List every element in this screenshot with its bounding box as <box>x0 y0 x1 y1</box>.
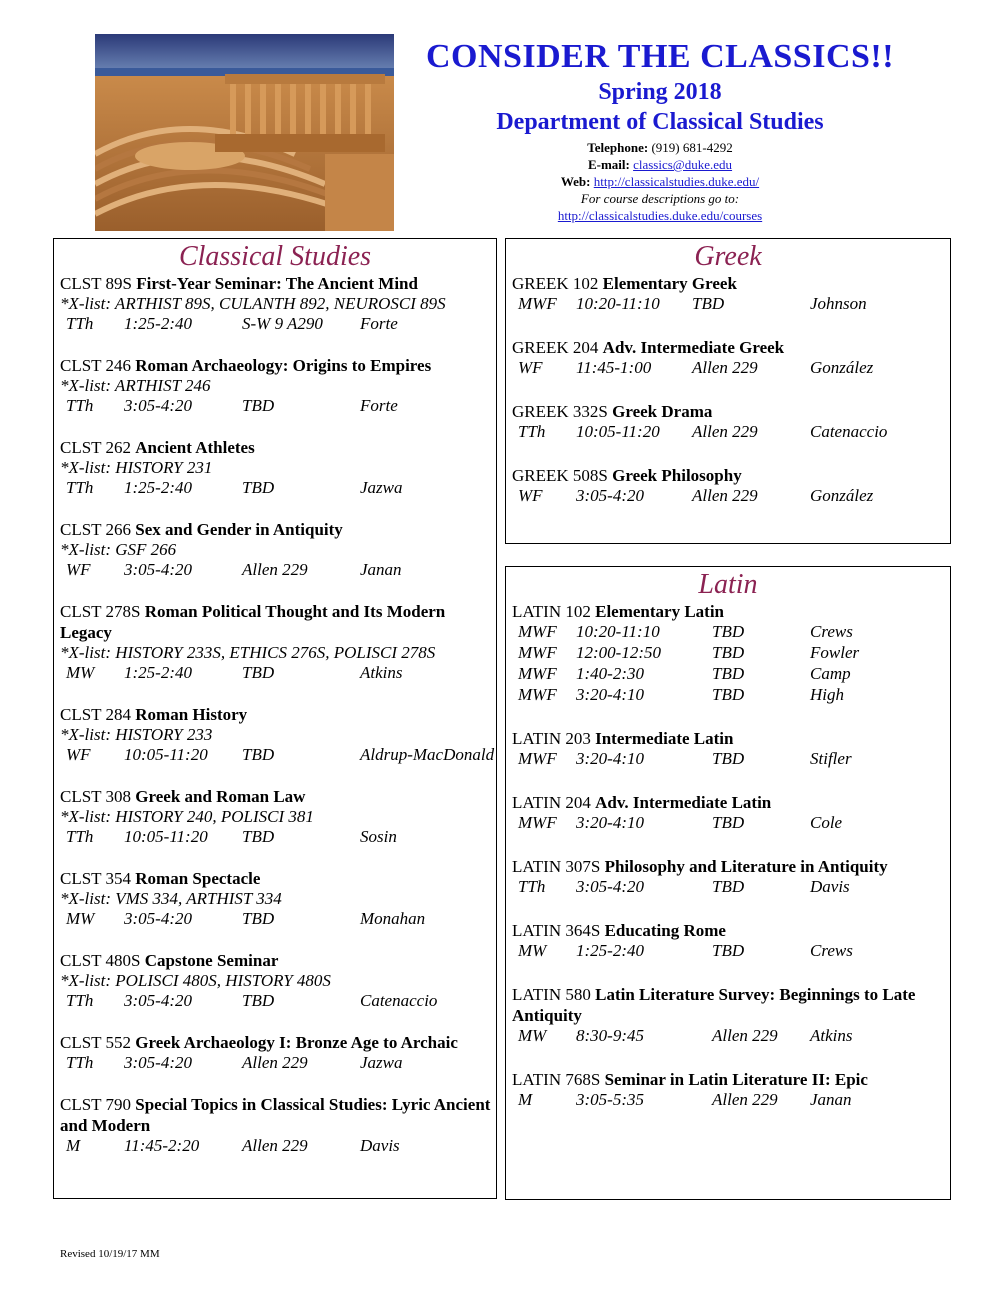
course-code: CLST 278S <box>60 602 141 621</box>
email-label: E-mail: <box>587 157 630 172</box>
schedule-instructor: Crews <box>810 941 853 960</box>
course-name: Special Topics in Classical Studies: Lyric Ancient and Modern <box>60 1095 491 1135</box>
course-code: LATIN 204 <box>512 793 591 812</box>
course-code: LATIN 203 <box>512 729 591 748</box>
course-name: First-Year Seminar: The Ancient Mind <box>136 274 418 293</box>
course-title <box>512 728 946 749</box>
schedule-row <box>512 643 946 664</box>
course-crosslist: *X-list: ARTHIST 246 <box>60 376 211 395</box>
latin-title: Latin <box>698 569 758 600</box>
course-entry <box>506 401 950 443</box>
schedule-instructor: Janan <box>810 1090 852 1109</box>
schedule-days: MW <box>66 909 95 928</box>
schedule-time: 1:25-2:40 <box>124 314 192 333</box>
schedule-room: Allen 229 <box>242 1053 308 1072</box>
schedule-instructor: Jazwa <box>360 1053 403 1072</box>
schedule-row <box>60 1053 492 1074</box>
schedule-instructor: Atkins <box>810 1026 853 1045</box>
schedule-room: TBD <box>242 478 275 497</box>
course-title <box>512 984 946 1026</box>
schedule-instructor: Janan <box>360 560 402 579</box>
schedule-days: M <box>518 1090 533 1109</box>
course-title <box>60 355 492 376</box>
course-title <box>512 601 946 622</box>
course-name: Roman Political Thought and Its Modern Legacy <box>60 602 446 642</box>
course-entry <box>54 704 496 766</box>
course-name: Greek Philosophy <box>612 466 742 485</box>
schedule-time: 1:25-2:40 <box>124 478 192 497</box>
schedule-row <box>60 396 492 417</box>
course-entry <box>54 273 496 335</box>
schedule-instructor: Stifler <box>810 749 852 768</box>
schedule-room: Allen 229 <box>692 486 758 505</box>
email-line <box>400 156 920 173</box>
schedule-row <box>512 813 946 834</box>
schedule-days: MWF <box>518 643 557 662</box>
schedule-room: Allen 229 <box>692 422 758 441</box>
course-title <box>60 868 492 889</box>
schedule-room: TBD <box>242 663 275 682</box>
schedule-time: 10:05-11:20 <box>124 827 208 846</box>
course-code: CLST 790 <box>60 1095 132 1114</box>
schedule-time: 1:25-2:40 <box>124 663 192 682</box>
revision-note: Revised 10/19/17 MM <box>60 1248 160 1260</box>
course-entry <box>54 355 496 417</box>
schedule-room: TBD <box>242 396 275 415</box>
schedule-time: 3:05-4:20 <box>576 877 644 896</box>
course-name: Capstone Seminar <box>144 951 279 970</box>
schedule-days: MW <box>66 663 95 682</box>
courses-link-line <box>400 207 920 224</box>
course-name: Elementary Greek <box>602 274 737 293</box>
department-heading: Department of Classical Studies <box>496 109 824 135</box>
schedule-time: 3:05-4:20 <box>124 991 192 1010</box>
schedule-instructor: Monahan <box>360 909 426 928</box>
schedule-time: 10:05-11:20 <box>576 422 660 441</box>
schedule-instructor: Cole <box>810 813 843 832</box>
schedule-time: 1:40-2:30 <box>576 664 644 683</box>
telephone-line <box>400 139 920 156</box>
latin-course-list <box>506 601 950 1111</box>
schedule-instructor: High <box>810 685 844 704</box>
schedule-row <box>512 622 946 643</box>
course-name: Latin Literature Survey: Beginnings to Late Antiquity <box>512 985 916 1025</box>
course-name: Adv. Intermediate Latin <box>595 793 772 812</box>
course-entry <box>506 601 950 706</box>
course-name: Seminar in Latin Literature II: Epic <box>604 1070 868 1089</box>
course-name: Elementary Latin <box>595 602 725 621</box>
schedule-instructor: Forte <box>360 396 398 415</box>
course-name: Sex and Gender in Antiquity <box>135 520 343 539</box>
schedule-days: TTh <box>66 396 94 415</box>
course-name: Greek and Roman Law <box>135 787 306 806</box>
course-code: LATIN 102 <box>512 602 591 621</box>
schedule-instructor: Camp <box>810 664 851 683</box>
schedule-room: Allen 229 <box>712 1026 778 1045</box>
course-code: GREEK 332S <box>512 402 608 421</box>
schedule-instructor: Davis <box>810 877 850 896</box>
course-code: CLST 480S <box>60 951 141 970</box>
course-title <box>512 273 946 294</box>
schedule-room: S-W 9 A290 <box>242 314 323 333</box>
schedule-row <box>60 991 492 1012</box>
schedule-room: TBD <box>242 909 275 928</box>
course-entry <box>506 856 950 898</box>
course-code: CLST 262 <box>60 438 132 457</box>
schedule-row <box>60 663 492 684</box>
schedule-row <box>512 685 946 706</box>
course-code: CLST 354 <box>60 869 132 888</box>
course-code: CLST 552 <box>60 1033 132 1052</box>
course-title <box>512 401 946 422</box>
course-entry <box>506 984 950 1047</box>
course-crosslist: *X-list: HISTORY 233S, ETHICS 276S, POLISCI 278S <box>60 643 436 662</box>
schedule-days: MW <box>518 941 547 960</box>
schedule-days: WF <box>518 486 543 505</box>
schedule-days: MW <box>518 1026 547 1045</box>
course-code: GREEK 102 <box>512 274 599 293</box>
schedule-room: TBD <box>692 294 725 313</box>
schedule-time: 8:30-9:45 <box>576 1026 644 1045</box>
schedule-instructor: Crews <box>810 622 853 641</box>
course-crosslist: *X-list: ARTHIST 89S, CULANTH 892, NEUROSCI 89S <box>60 294 446 313</box>
course-name: Roman Spectacle <box>135 869 261 888</box>
course-entry <box>54 437 496 499</box>
course-crosslist: *X-list: GSF 266 <box>60 540 177 559</box>
course-entry <box>54 519 496 581</box>
course-entry <box>506 465 950 507</box>
roman-theater-photo <box>95 34 394 231</box>
course-code: CLST 284 <box>60 705 132 724</box>
course-entry <box>506 792 950 834</box>
schedule-days: WF <box>518 358 543 377</box>
schedule-row <box>60 560 492 581</box>
course-crosslist: *X-list: HISTORY 240, POLISCI 381 <box>60 807 314 826</box>
course-title <box>512 1069 946 1090</box>
course-entry <box>54 1032 496 1074</box>
course-code: CLST 246 <box>60 356 132 375</box>
schedule-room: TBD <box>712 813 745 832</box>
schedule-days: MWF <box>518 749 557 768</box>
course-title <box>60 786 492 807</box>
schedule-time: 3:20-4:10 <box>576 749 644 768</box>
course-name: Ancient Athletes <box>135 438 255 457</box>
schedule-time: 1:25-2:40 <box>576 941 644 960</box>
schedule-instructor: Davis <box>360 1136 400 1155</box>
schedule-row <box>512 294 946 315</box>
schedule-room: TBD <box>712 664 745 683</box>
schedule-room: TBD <box>712 622 745 641</box>
schedule-instructor: Atkins <box>360 663 403 682</box>
schedule-row <box>512 1026 946 1047</box>
schedule-row <box>60 1136 492 1157</box>
schedule-row <box>60 745 495 766</box>
schedule-time: 3:20-4:10 <box>576 685 644 704</box>
course-entry <box>506 920 950 962</box>
course-crosslist: *X-list: VMS 334, ARTHIST 334 <box>60 889 282 908</box>
schedule-days: TTh <box>66 314 94 333</box>
schedule-days: MWF <box>518 685 557 704</box>
schedule-room: Allen 229 <box>692 358 758 377</box>
schedule-room: TBD <box>242 991 275 1010</box>
course-title <box>60 601 492 643</box>
schedule-instructor: Catenaccio <box>360 991 438 1010</box>
schedule-room: Allen 229 <box>712 1090 778 1109</box>
course-name: Educating Rome <box>604 921 726 940</box>
course-entry <box>54 601 496 684</box>
schedule-days: M <box>66 1136 81 1155</box>
schedule-row <box>512 664 946 685</box>
web-link[interactable]: http://classicalstudies.duke.edu/ <box>593 174 760 189</box>
course-code: LATIN 768S <box>512 1070 601 1089</box>
course-crosslist: *X-list: HISTORY 231 <box>60 458 213 477</box>
course-code: CLST 308 <box>60 787 132 806</box>
course-name: Roman Archaeology: Origins to Empires <box>135 356 432 375</box>
course-name: Intermediate Latin <box>595 729 734 748</box>
course-entry <box>506 728 950 770</box>
schedule-row <box>512 358 946 379</box>
course-code: LATIN 580 <box>512 985 591 1004</box>
course-crosslist: *X-list: HISTORY 233 <box>60 725 213 744</box>
schedule-room: TBD <box>712 941 745 960</box>
course-entry <box>54 868 496 930</box>
schedule-row <box>512 877 946 898</box>
classical-studies-section <box>53 238 497 1199</box>
contact-info <box>400 139 920 224</box>
schedule-time: 11:45-1:00 <box>576 358 652 377</box>
greek-title: Greek <box>694 241 762 272</box>
schedule-instructor: Forte <box>360 314 398 333</box>
schedule-row <box>60 827 492 848</box>
course-title <box>60 1032 492 1053</box>
schedule-time: 3:05-4:20 <box>124 909 192 928</box>
schedule-instructor: Aldrup-MacDonald <box>360 745 495 764</box>
course-code: CLST 266 <box>60 520 132 539</box>
schedule-days: TTh <box>518 422 546 441</box>
course-code: CLST 89S <box>60 274 132 293</box>
latin-section <box>505 566 951 1200</box>
schedule-row <box>512 941 946 962</box>
course-title <box>512 792 946 813</box>
schedule-row <box>512 1090 946 1111</box>
course-entry <box>54 786 496 848</box>
schedule-days: WF <box>66 745 91 764</box>
schedule-room: Allen 229 <box>242 1136 308 1155</box>
schedule-time: 10:20-11:10 <box>576 294 660 313</box>
classical-studies-title: Classical Studies <box>178 241 372 272</box>
schedule-row <box>512 422 946 443</box>
schedule-row <box>60 314 492 335</box>
page-title: CONSIDER THE CLASSICS!! <box>425 38 895 75</box>
schedule-room: TBD <box>712 643 745 662</box>
schedule-days: MWF <box>518 813 557 832</box>
course-name: Philosophy and Literature in Antiquity <box>604 857 888 876</box>
course-entry <box>506 1069 950 1111</box>
schedule-row <box>60 478 492 499</box>
course-title <box>512 337 946 358</box>
course-title <box>60 1094 492 1136</box>
course-title <box>512 856 946 877</box>
course-entry <box>506 273 950 315</box>
schedule-room: Allen 229 <box>242 560 308 579</box>
course-code: LATIN 364S <box>512 921 601 940</box>
schedule-time: 3:05-5:35 <box>576 1090 644 1109</box>
schedule-days: MWF <box>518 622 557 641</box>
web-line <box>400 173 920 190</box>
schedule-time: 3:05-4:20 <box>576 486 644 505</box>
telephone-value: (919) 681-4292 <box>651 140 733 155</box>
classical-studies-course-list <box>54 273 496 1157</box>
schedule-days: TTh <box>66 827 94 846</box>
course-name: Adv. Intermediate Greek <box>602 338 785 357</box>
course-crosslist: *X-list: POLISCI 480S, HISTORY 480S <box>60 971 331 990</box>
schedule-instructor: Catenaccio <box>810 422 888 441</box>
schedule-room: TBD <box>712 877 745 896</box>
course-entry <box>506 337 950 379</box>
schedule-time: 11:45-2:20 <box>124 1136 200 1155</box>
schedule-instructor: Jazwa <box>360 478 403 497</box>
greek-course-list <box>506 273 950 507</box>
schedule-instructor: Sosin <box>360 827 397 846</box>
course-title <box>60 273 492 294</box>
schedule-room: TBD <box>712 749 745 768</box>
course-entry <box>54 950 496 1012</box>
telephone-label: Telephone: <box>587 140 649 155</box>
course-title <box>60 950 492 971</box>
schedule-days: MWF <box>518 294 557 313</box>
schedule-time: 3:05-4:20 <box>124 560 192 579</box>
schedule-time: 3:20-4:10 <box>576 813 644 832</box>
schedule-row <box>512 486 946 507</box>
schedule-time: 10:05-11:20 <box>124 745 208 764</box>
course-title <box>512 465 946 486</box>
email-link[interactable]: classics@duke.edu <box>633 157 733 172</box>
course-title <box>512 920 946 941</box>
schedule-time: 12:00-12:50 <box>576 643 661 662</box>
schedule-instructor: Johnson <box>810 294 867 313</box>
schedule-time: 3:05-4:20 <box>124 1053 192 1072</box>
course-title <box>60 704 492 725</box>
schedule-row <box>60 909 492 930</box>
schedule-instructor: González <box>810 486 874 505</box>
course-code: GREEK 204 <box>512 338 599 357</box>
descriptions-note-text: For course descriptions go to: <box>580 191 740 206</box>
schedule-days: TTh <box>66 478 94 497</box>
descriptions-note <box>400 190 920 207</box>
courses-link[interactable]: http://classicalstudies.duke.edu/courses <box>557 208 763 223</box>
semester-heading: Spring 2018 <box>598 79 722 105</box>
schedule-room: TBD <box>242 745 275 764</box>
course-entry <box>54 1094 496 1157</box>
greek-section <box>505 238 951 544</box>
course-name: Greek Archaeology I: Bronze Age to Archaic <box>135 1033 458 1052</box>
course-code: GREEK 508S <box>512 466 608 485</box>
course-code: LATIN 307S <box>512 857 601 876</box>
course-name: Greek Drama <box>612 402 713 421</box>
schedule-time: 10:20-11:10 <box>576 622 660 641</box>
schedule-row <box>512 749 946 770</box>
schedule-days: TTh <box>66 991 94 1010</box>
course-title <box>60 437 492 458</box>
course-title <box>60 519 492 540</box>
course-name: Roman History <box>135 705 248 724</box>
schedule-room: TBD <box>242 827 275 846</box>
schedule-days: MWF <box>518 664 557 683</box>
schedule-room: TBD <box>712 685 745 704</box>
web-label: Web: <box>560 174 591 189</box>
schedule-days: TTh <box>66 1053 94 1072</box>
schedule-instructor: González <box>810 358 874 377</box>
schedule-days: WF <box>66 560 91 579</box>
schedule-instructor: Fowler <box>810 643 860 662</box>
schedule-time: 3:05-4:20 <box>124 396 192 415</box>
schedule-days: TTh <box>518 877 546 896</box>
